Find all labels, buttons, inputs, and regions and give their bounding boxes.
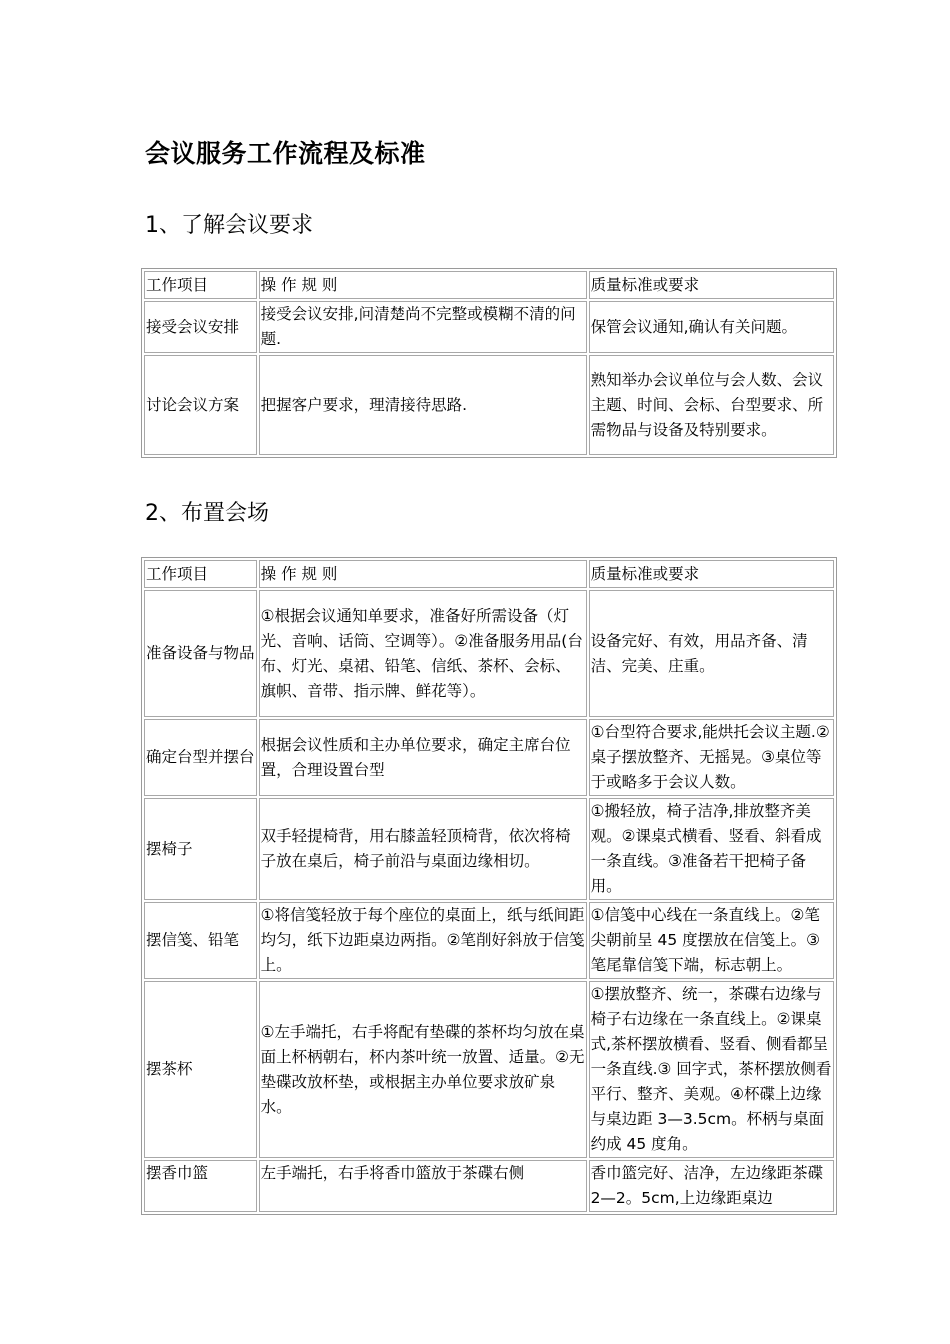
cell-standard: 熟知举办会议单位与会人数、会议主题、时间、会标、台型要求、所需物品与设备及特别要求。 — [589, 355, 834, 455]
table-row — [144, 798, 834, 900]
table-row — [144, 355, 834, 455]
cell-rule: 接受会议安排,问清楚尚不完整或模糊不清的问题. — [259, 301, 587, 353]
cell-item: 摆香巾篮 — [144, 1160, 257, 1212]
cell-item: 摆椅子 — [144, 798, 257, 900]
cell-standard: ①信笺中心线在一条直线上。②笔尖朝前呈 45 度摆放在信笺上。③笔尾靠信笺下端，标志朝上。 — [589, 902, 834, 979]
header-cell-standard: 质量标准或要求 — [589, 271, 834, 299]
cell-item: 准备设备与物品 — [144, 590, 257, 717]
requirements-table — [141, 268, 837, 458]
cell-rule: ①左手端托，右手将配有垫碟的茶杯均匀放在桌面上杯柄朝右，杯内茶叶统一放置、适量。②无垫碟改放杯垫，或根据主办单位要求放矿泉水。 — [259, 981, 587, 1158]
table-header-row — [144, 271, 834, 299]
cell-standard: ①台型符合要求,能烘托会议主题.② 桌子摆放整齐、无摇晃。③桌位等于或略多于会议人数。 — [589, 719, 834, 796]
cell-standard: 设备完好、有效，用品齐备、清洁、完美、庄重。 — [589, 590, 834, 717]
cell-standard: 保管会议通知,确认有关问题。 — [589, 301, 834, 353]
cell-item: 摆信笺、铅笔 — [144, 902, 257, 979]
cell-rule: 左手端托，右手将香巾篮放于茶碟右侧 — [259, 1160, 587, 1212]
section-heading-1: 1、了解会议要求 — [145, 213, 313, 238]
cell-standard: 香巾篮完好、洁净，左边缘距茶碟 2—2。5cm,上边缘距桌边 — [589, 1160, 834, 1212]
table-row — [144, 719, 834, 796]
header-cell-item: 工作项目 — [144, 560, 257, 588]
table-row — [144, 902, 834, 979]
page-title: 会议服务工作流程及标准 — [145, 139, 426, 168]
header-cell-rule: 操 作 规 则 — [259, 560, 587, 588]
cell-standard: ①搬轻放，椅子洁净,排放整齐美观。②课桌式横看、竖看、斜看成一条直线。③准备若干把椅子备用。 — [589, 798, 834, 900]
cell-rule: 双手轻提椅背，用右膝盖轻顶椅背，依次将椅子放在桌后，椅子前沿与桌面边缘相切。 — [259, 798, 587, 900]
header-cell-item: 工作项目 — [144, 271, 257, 299]
table-row — [144, 1160, 834, 1212]
cell-rule: ①根据会议通知单要求，准备好所需设备（灯光、音响、话筒、空调等）。②准备服务用品(台布、灯光、桌裙、铅笔、信纸、茶杯、会标、旗帜、音带、指示牌、鲜花等）。 — [259, 590, 587, 717]
table-row — [144, 590, 834, 717]
cell-item: 接受会议安排 — [144, 301, 257, 353]
section-heading-2: 2、布置会场 — [145, 501, 269, 526]
header-cell-rule: 操 作 规 则 — [259, 271, 587, 299]
cell-standard: ①摆放整齐、统一，茶碟右边缘与椅子右边缘在一条直线上。②课桌式,茶杯摆放横看、竖看、侧看都呈一条直线.③ 回字式，茶杯摆放侧看平行、整齐、美观。④杯碟上边缘与桌边距 3—3.5cm。杯柄与桌面约成 45 度角。 — [589, 981, 834, 1158]
cell-item: 摆茶杯 — [144, 981, 257, 1158]
header-cell-standard: 质量标准或要求 — [589, 560, 834, 588]
cell-item: 确定台型并摆台 — [144, 719, 257, 796]
table-row — [144, 301, 834, 353]
table-header-row — [144, 560, 834, 588]
cell-rule: ①将信笺轻放于每个座位的桌面上，纸与纸间距均匀，纸下边距桌边两指。②笔削好斜放于信笺上。 — [259, 902, 587, 979]
venue-setup-table — [141, 557, 837, 1215]
cell-item: 讨论会议方案 — [144, 355, 257, 455]
cell-rule: 根据会议性质和主办单位要求，确定主席台位置，合理设置台型 — [259, 719, 587, 796]
table-row — [144, 981, 834, 1158]
cell-rule: 把握客户要求，理清接待思路. — [259, 355, 587, 455]
